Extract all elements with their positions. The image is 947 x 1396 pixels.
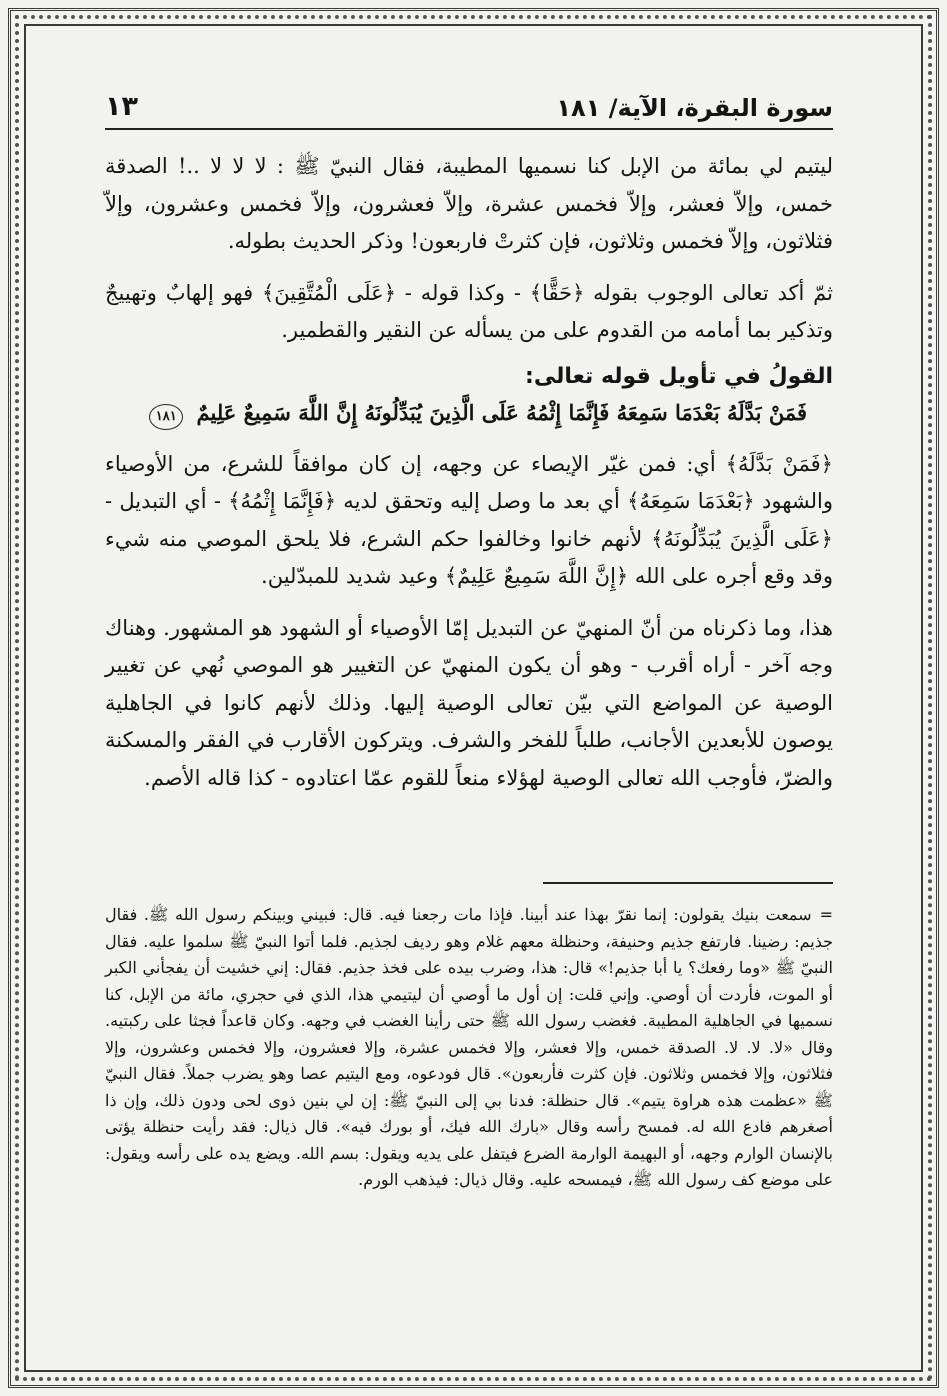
page-header <box>105 78 833 130</box>
paragraph-3: ﴿فَمَنْ بَدَّلَهُ﴾ أي: فمن غيّر الإيصاء عن وجهه، إن كان موافقاً للشرع، من الأوصياء والشهود ﴿بَعْدَمَا سَمِعَهُ﴾ أي بعد ما وصل إليه وتحقق لديه ﴿فَإِنَّمَا إِثْمُهُ﴾ - أي التبديل - ﴿عَلَى الَّذِينَ يُبَدِّلُونَهُ﴾ لأنهم خانوا وخالفوا حكم الشرع، فلا يلحق الموصي منه شيء وقد وقع أجره على الله ﴿إِنَّ اللَّهَ سَمِيعٌ عَلِيمٌ﴾ وعيد شديد للمبدّلين. <box>105 451 833 588</box>
paragraph-4: هذا، وما ذكرناه من أنّ المنهيّ عن التبديل إمّا الأوصياء أو الشهود هو المشهور. وهناك وجه آخر - أراه أقرب - وهو أن يكون المنهيّ عن التغيير هو الموصي نُهي عن تغيير الوصية عن المواضع التي بيّن تعالى الوصية إليها. وذلك لأنهم كانوا في الجاهلية يوصون للأبعدين الأجانب، طلباً للفخر والشرف. ويتركون الأقارب في الفقر والمسكنة والضرّ، فأوجب الله تعالى الوصية لهؤلاء منعاً للقوم عمّا اعتادوه - كذا قاله الأصم. <box>105 615 833 790</box>
page-number: ١٣ <box>105 91 138 122</box>
quran-verse <box>105 393 833 436</box>
verse-text: فَمَنْ بَدَّلَهُ بَعْدَمَا سَمِعَهُ فَإِنَّمَا إِثْمُهُ عَلَى الَّذِينَ يُبَدِّلُونَهُ إِنَّ اللَّهَ سَمِيعٌ عَلِيمٌ <box>196 399 807 425</box>
footnote-separator <box>543 882 833 884</box>
ayah-number-marker: ١٨١ <box>149 404 183 430</box>
book-page <box>105 66 833 1356</box>
footnote <box>105 902 833 1194</box>
paragraph-1: ليتيم لي بمائة من الإبل كنا نسميها المطيبة، فقال النبيّ ﷺ : لا لا لا ..! الصدقة خمس، وإلاّ فعشر، وإلاّ فخمس عشرة، وإلاّ فعشرون، وإلاّ فخمس وعشرون، وإلاّ فثلاثون، وإلاّ فخمس وثلاثون، فإن كثرتْ فاربعون! وذكر الحديث بطوله. <box>105 154 833 253</box>
main-text <box>105 148 833 811</box>
paragraph-2: ثمّ أكد تعالى الوجوب بقوله ﴿حَقًّا﴾ - وكذا قوله - ﴿عَلَى الْمُتَّقِينَ﴾ فهو إلهابٌ وتهييجٌ وتذكير بما أمامه من القدوم على من يسأله عن النقير والقطمير. <box>105 280 833 342</box>
footnote-text: سمعت بنيك يقولون: إنما نقرّ بهذا عند أبينا. فإذا مات رجعنا فيه. قال: فبيني وبينكم رسول الله ﷺ. فقال جذيم: رضينا. فارتفع جذيم وحنيفة، وحنظلة معهم غلام وهو رديف لجذيم. فلما أتوا النبيّ ﷺ سلموا عليه. فقال النبيّ ﷺ «وما رفعك؟ يا أبا جذيم!» قال: هذا، وضرب بيده على فخذ جذيم. فقال: إني خشيت أن يفجأني الكبر أو الموت، فأردت أن أوصي. وإني قلت: إن أول ما أوصي أن ليتيمي هذا، الذي في حجري، مائة من الإبل، كنا نسميها في الجاهلية المطيبة. فغضب رسول الله ﷺ حتى رأينا الغضب في وجهه. وكان قاعداً فجثا على ركبتيه. وقال «لا. لا. لا. الصدقة خمس، وإلا فعشر، وإلا فخمس عشرة، وإلا فعشرون، وإلا فخمس وعشرون، وإلا فثلاثون، وإلا فخمس وثلاثون. فإن كثرت فأربعون». قال فودعوه، ومع اليتيم عصا وهو يضرب جملاً. فقال النبيّ ﷺ «عظمت هذه هراوة يتيم». قال حنظلة: فدنا بي إلى النبيّ ﷺ: إن لي بنين ذوى لحى ودون ذلك، وإن ذا أصغرهم فادع الله له. فمسح رأسه وقال «بارك الله فيك، أو بورك فيه». قال ذيال: فقد رأيت حنظلة يؤتى بالإنسان الوارم وجهه، أو البهيمة الوارمة الضرع فيتفل على يديه ويقول: بسم الله. ويضع يده على رأسه ويقول: على موضع كف رسول الله ﷺ، فيمسحه عليه. وقال ذيال: فيذهب الورم. <box>105 905 833 1189</box>
footnote-continuation-mark: = <box>819 905 833 924</box>
section-heading: القولُ في تأويل قوله تعالى: <box>525 363 833 389</box>
running-title: سورة البقرة، الآية/ ١٨١ <box>556 94 833 122</box>
